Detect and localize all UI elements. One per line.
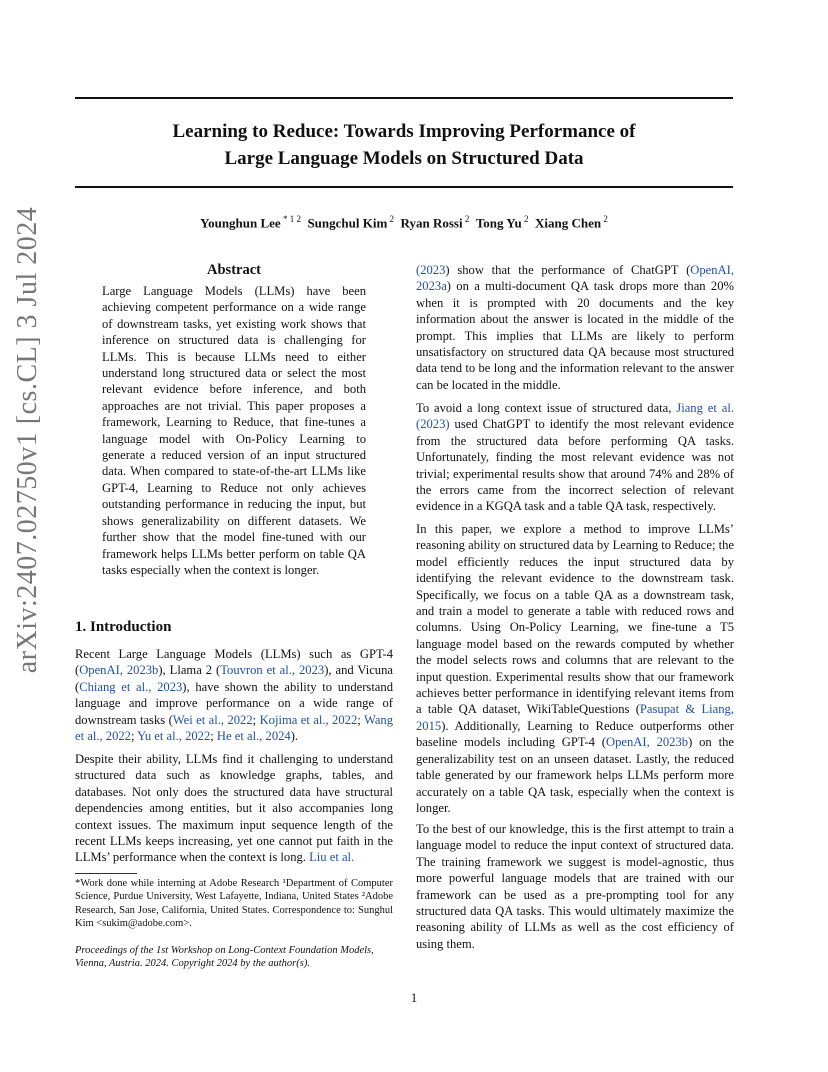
footnote: *Work done while interning at Adobe Research ¹Department of Computer Science, Purdue University, West Lafayette, Indiana, United States ²Adobe Research, San Jose, California, United States. Correspondence to: Sunghul Kim <sukim@adobe.com>. [75,878,393,930]
page-number: 1 [410,990,418,1005]
body-text: In this paper, we explore a method to improve LLMs’ reasoning ability on structured data by Learning to Reduce; the model efficiently reduces the input structured data by identifying the relevant evidence to the downstream task. Specifically, we focus on a table QA as a downstream task, and train a model to generate a table with reduced rows and columns. Using On-Policy Learning, we fine-tune a T5 language model based on the rewards computed by whether the model selects rows and columns that are relevant to the input question. Experimental results show that our framework achieves better performance in identifying relevant items from a table QA dataset, WikiTableQuestions ( [416,522,734,717]
body-text: ; [210,729,217,744]
body-text: ; [252,712,260,727]
body-text: ; [357,712,364,727]
title-line-2: Large Language Models on Structured Data [224,148,584,169]
citation-link[interactable]: OpenAI, 2023a [416,263,734,294]
citation-link[interactable]: Yu et al., 2022 [137,729,211,744]
paper-title [75,118,733,172]
body-text: ). Additionally, Learning to Reduce outperforms other baseline models including GPT-4 ( [416,718,734,750]
author-affiliation-mark: 2 [387,214,395,224]
citation-link[interactable]: Wei et al., 2022 [172,712,253,727]
right-paragraph-4 [416,821,734,952]
right-paragraph-2 [416,400,734,515]
body-text: ) on a multi-document QA task drops more than 20% when it is prompted with 20 documents and the key information about the answer is located in the middle of the prompt. This implies that LLMs are likely to perform unsatisfactory on structured data QA because most structured data tend to be long and the information relevant to the answer can be located in the middle. [416,279,734,392]
body-text: ) show that the performance of ChatGPT ( [445,263,691,277]
body-text: ), and Vicuna ( [75,663,393,694]
citation-link[interactable]: OpenAI, 2023b [606,735,689,750]
citation-link[interactable]: Touvron et al., 2023 [220,663,325,678]
section-heading-introduction: 1. Introduction [75,619,172,635]
citation-link[interactable]: Liu et al. [309,850,355,865]
body-text: ). [290,729,299,744]
author-affiliation-mark: * 1 2 [280,214,301,224]
title-line-1: Learning to Reduce: Towards Improving Performance of [172,121,636,142]
citation-link[interactable]: ( [416,263,421,277]
author-name: Sungchul Kim [307,215,388,231]
body-text: ) on the generalizability test on an unseen dataset. Lastly, the reduced table generated by our framework helps LLMs perform more accurately on a table QA task, especially when the context is longer. [416,735,734,815]
title-bottom-rule [75,186,733,188]
author-affiliation-mark: 2 [601,214,608,224]
arxiv-identifier: arXiv:2407.02750v1 [cs.CL] 3 Jul 2024 [12,206,43,674]
author-affiliation-mark: 2 [462,214,470,224]
body-text: Recent Large Language Models (LLMs) such as GPT-4 ( [75,647,393,678]
author-name: Younghun Lee [200,215,281,231]
abstract-heading: Abstract [207,262,261,278]
intro-paragraph-1 [75,646,393,744]
citation-link[interactable]: Kojima et al., 2022 [259,712,358,727]
author-name: Tong Yu [475,215,522,231]
citation-link[interactable]: Jiang et al. (2023) [416,401,734,432]
author-list [75,214,733,231]
citation-link[interactable]: Pasupat & Liang, 2015 [416,702,734,733]
body-text: Despite their ability, LLMs find it challenging to understand structured data such as knowledge graphs, tables, and databases. Not only does the structured data have structural dependencies among entities, but it also accompanies long context issues. The maximum input sequence length of the recent LLMs keeps increasing, yet one cannot put faith in the LLMs’ performance when the context is long. [75,752,393,865]
citation-link[interactable]: 2023 [420,263,446,277]
body-text: ), Llama 2 ( [158,663,221,678]
author-name: Xiang Chen [534,215,602,231]
citation-link[interactable]: OpenAI, 2023b [79,663,159,678]
body-text: To the best of our knowledge, this is the first attempt to train a language model to reduce the input context of structured data. The training framework we suggest is model-agnostic, thus more powerful language models that are trained with our framework can be used as a pre-prompting tool for any structured data QA tasks. This would ultimately maximize the reasoning ability of LLMs as well as the cost efficiency of using them. [416,822,734,951]
citation-link[interactable]: Chiang et al., 2023 [79,679,183,694]
proceedings-note: Proceedings of the 1st Workshop on Long-Context Foundation Models, Vienna, Austria. 2024. Copyright 2024 by the author(s). [75,945,374,970]
body-text: used ChatGPT to identify the most relevant evidence from the structured data before performing QA tasks. Unfortunately, finding the most relevant evidence was not trivial; experimental results show that around 74% and 28% of the errors came from the incorrect selection of relevant evidence in a KGQA task and a table QA task, respectively. [416,417,734,514]
right-paragraph-3 [416,521,734,816]
arxiv-side-label [8,110,48,770]
footnote-divider [75,873,137,874]
author-name: Ryan Rossi [400,215,463,231]
citation-link[interactable]: He et al., 2024 [216,729,291,744]
body-text: ; [130,729,138,744]
intro-paragraph-2 [75,751,393,866]
body-text: ), have shown the ability to understand language and improve performance on a wide range of downstream tasks ( [75,679,393,727]
body-text: To avoid a long context issue of structured data, [416,401,677,415]
citation-link[interactable]: Wang et al., 2022 [75,712,393,744]
right-paragraph-1 [416,262,734,393]
title-top-rule [75,97,733,99]
author-affiliation-mark: 2 [521,214,529,224]
abstract-text: Large Language Models (LLMs) have been achieving competent performance on a wide range of downstream tasks, yet existing work shows that inference on structured data is challenging for LLMs. This is because LLMs need to either understand long structured data or select the most relevant evidence before inference, and both approaches are not trivial. This paper proposes a framework, Learning to Reduce, that fine-tunes a language model with On-Policy Learning to generate a reduced version of an input structured data. When compared to state-of-the-art LLMs like GPT-4, Learning to Reduce not only achieves outstanding performance in reducing the input, but shows generalizability on different datasets. We further show that the model fine-tuned with our framework helps LLMs better perform on table QA tasks especially when the context is longer. [102,284,366,577]
